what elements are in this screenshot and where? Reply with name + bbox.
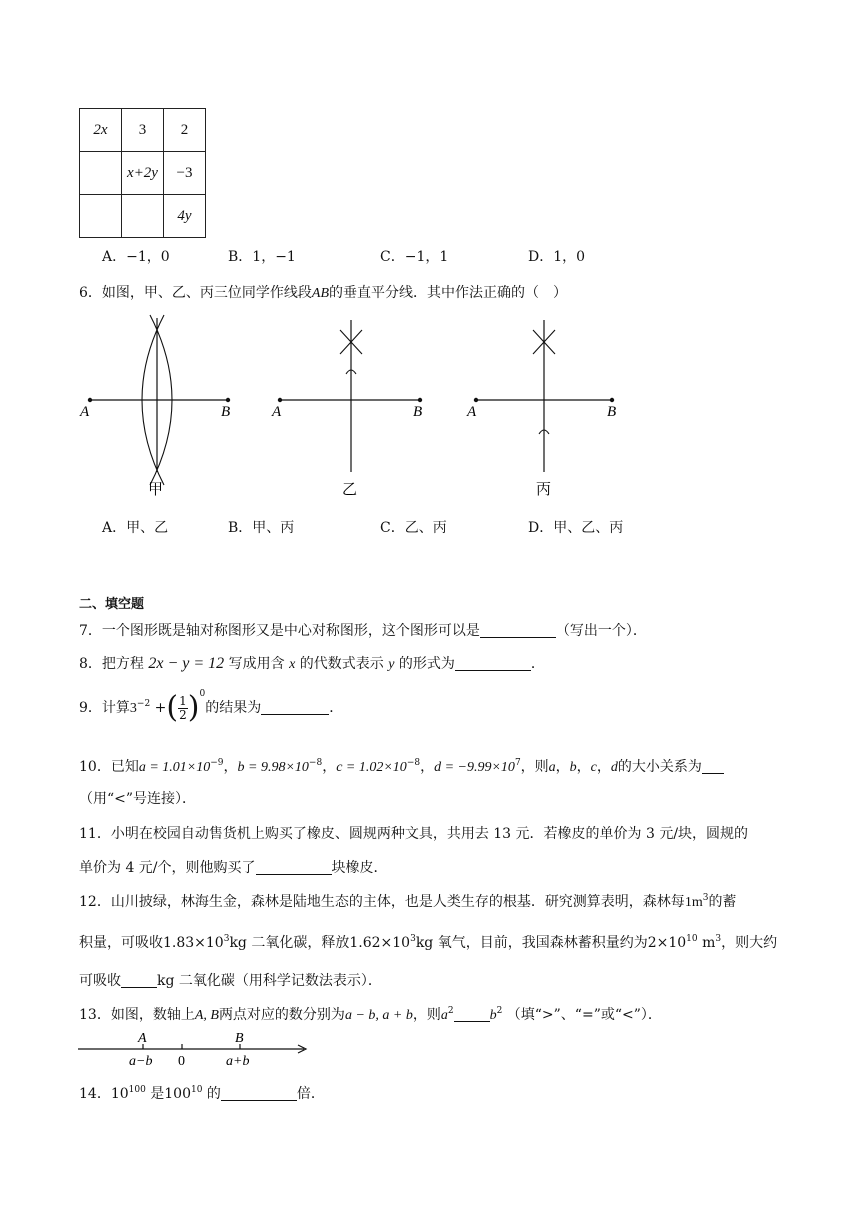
q11-line2: 单价为 4 元/个，则他购买了 块橡皮． <box>79 860 388 876</box>
answer-blank[interactable] <box>702 759 724 774</box>
q8: 8．把方程 2x − y = 12 写成用含 x 的代数式表示 y 的形式为 ． <box>79 655 545 672</box>
figure-label: 甲 <box>148 482 164 498</box>
answer-blank[interactable] <box>455 656 531 671</box>
tick-label: 0 <box>178 1054 185 1069</box>
q6-option-a[interactable]: A．甲、乙 <box>102 520 169 536</box>
answer-blank[interactable] <box>261 700 329 715</box>
section-heading: 二、填空题 <box>79 597 145 612</box>
figure-label: 丙 <box>536 482 552 498</box>
answer-blank[interactable] <box>121 973 157 988</box>
tick-label: a−b <box>129 1054 153 1069</box>
number-line <box>76 1030 316 1070</box>
answer-blank[interactable] <box>480 623 556 638</box>
point-b-label: B <box>221 404 231 420</box>
figure-label: 乙 <box>342 482 358 498</box>
point-a-label: A <box>467 404 477 420</box>
q6-option-c[interactable]: C．乙、丙 <box>380 520 447 536</box>
q10-line2: （用“<”号连接）． <box>79 791 197 807</box>
tick-label: a+b <box>226 1054 250 1069</box>
q6-option-d[interactable]: D．甲、乙、丙 <box>528 520 624 536</box>
grid-cell: 4y <box>164 195 206 238</box>
q6-stem: 6．如图，甲、乙、丙三位同学作线段AB的垂直平分线．其中作法正确的（ ） <box>79 285 568 301</box>
grid-cell <box>80 195 122 238</box>
q14: 14．$10^{100}$ 是$100^{10}$ 的 倍． <box>79 1085 325 1102</box>
q5-option-b[interactable]: B．1，−1 <box>228 249 296 265</box>
point-a-label: A <box>138 1031 147 1046</box>
grid-cell: 3 <box>122 109 164 152</box>
figure-bing <box>466 320 616 498</box>
figure-yi <box>271 320 422 498</box>
q10-line1: 10．已知$a = 1.01\times 10^{-9}$，$b = 9.98\times 10^{-8}$，$c = 1.02\times 10^{-8}$，$d = -9.99\times 10^7$，则a，b，c，d的大小关系为 <box>79 756 724 776</box>
q5-option-d[interactable]: D．1，0 <box>528 249 586 265</box>
q13: 13．如图，数轴上A, B两点对应的数分别为a − b, a + b，则$a^2$ $b^2$ （填“>”、“=”或“<”）． <box>79 1006 662 1023</box>
grid-cell: x+2y <box>122 152 164 195</box>
answer-blank[interactable] <box>221 1086 297 1101</box>
answer-blank[interactable] <box>454 1007 490 1022</box>
grid-cell <box>80 152 122 195</box>
q5-option-a[interactable]: A．−1，0 <box>102 249 170 265</box>
bisector-figures <box>70 310 670 510</box>
q7: 7．一个图形既是轴对称图形又是中心对称图形，这个图形可以是 （写出一个）． <box>79 623 647 639</box>
number-grid <box>79 108 206 238</box>
q11-line1: 11．小明在校园自动售货机上购买了橡皮、圆规两种文具，共用去 13 元．若橡皮的单价为 3 元/块，圆规的 <box>79 826 749 842</box>
q5-option-c[interactable]: C．−1，1 <box>380 249 449 265</box>
q9: 9．计算$3^{-2}$ +( $\frac{1}{2}$ )$^0$的结果为 ． <box>79 689 344 725</box>
grid-cell: 2 <box>164 109 206 152</box>
grid-cell: −3 <box>164 152 206 195</box>
answer-blank[interactable] <box>256 860 332 875</box>
grid-cell <box>122 195 164 238</box>
point-b-label: B <box>235 1031 244 1046</box>
grid-cell: 2x <box>80 109 122 152</box>
point-a-label: A <box>80 404 90 420</box>
point-a-label: A <box>272 404 282 420</box>
figure-jia <box>79 315 230 498</box>
q6-option-b[interactable]: B．甲、丙 <box>228 520 295 536</box>
point-b-label: B <box>413 404 423 420</box>
point-b-label: B <box>607 404 617 420</box>
q12-line2: 积量，可吸收$1.83\times 10^3kg$ 二氧化碳，释放$1.62\times 10^3kg$ 氧气，目前，我国森林蓄积量约为$2\times 10^{10}$ $m^3$，则大约 <box>79 934 778 951</box>
q12-line1: 12．山川披绿，林海生金，森林是陆地生态的主体，也是人类生存的根基．研究测算表明，森林每$1m^3$的蓄 <box>79 893 737 910</box>
q12-line3: 可吸收 kg 二氧化碳（用科学记数法表示）． <box>79 973 382 989</box>
